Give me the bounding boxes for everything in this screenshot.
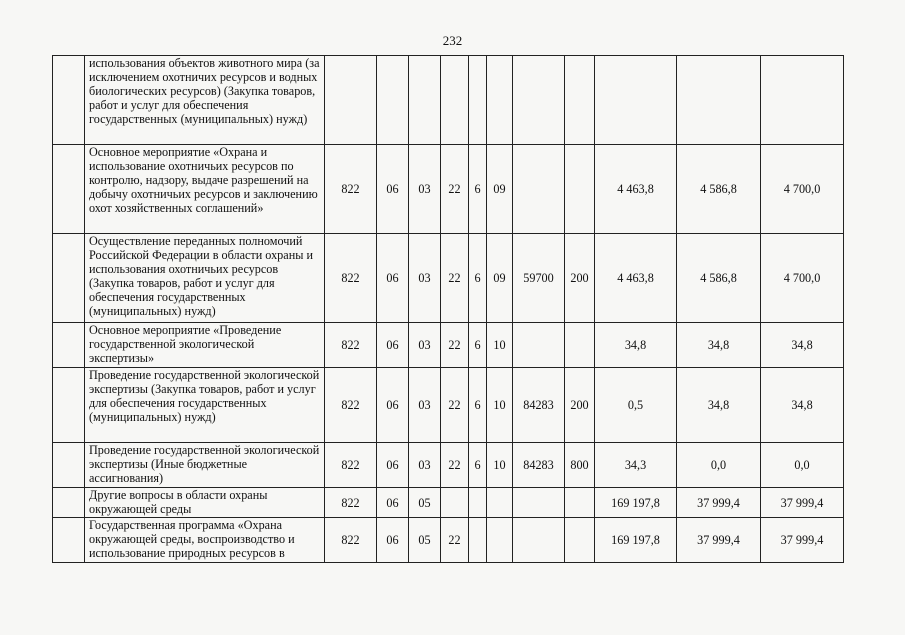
table-row bbox=[53, 145, 844, 234]
direction-code bbox=[513, 488, 565, 518]
row-name: Осуществление переданных полномочий Российской Федерации в области охраны и использования охотничьих ресурсов (Закупка товаров, работ и услуг для обеспечения государственных (муниципальных) нужд) bbox=[85, 234, 325, 323]
amount-year-2: 37 999,4 bbox=[677, 518, 761, 563]
ministry-code: 822 bbox=[325, 234, 377, 323]
subsection-code: 05 bbox=[409, 488, 441, 518]
subsection-code: 03 bbox=[409, 234, 441, 323]
amount-year-3: 4 700,0 bbox=[761, 234, 844, 323]
row-name: Основное мероприятие «Проведение государственной экологической экспертизы» bbox=[85, 323, 325, 368]
event-code bbox=[487, 518, 513, 563]
amount-year-2: 37 999,4 bbox=[677, 488, 761, 518]
row-name: использования объектов животного мира (за исключением охотничих ресурсов и водных биологических ресурсов) (Закупка товаров, работ и услуг для обеспечения государственных (муниципальных) нужд) bbox=[85, 56, 325, 145]
expense-type-code bbox=[565, 323, 595, 368]
program-code: 22 bbox=[441, 443, 469, 488]
amount-year-1: 169 197,8 bbox=[595, 488, 677, 518]
amount-year-2 bbox=[677, 56, 761, 145]
row-index-cell bbox=[53, 443, 85, 488]
row-index-cell bbox=[53, 518, 85, 563]
ministry-code: 822 bbox=[325, 323, 377, 368]
expense-type-code bbox=[565, 518, 595, 563]
direction-code: 84283 bbox=[513, 443, 565, 488]
subsection-code: 03 bbox=[409, 145, 441, 234]
section-code: 06 bbox=[377, 368, 409, 443]
amount-year-1: 0,5 bbox=[595, 368, 677, 443]
row-index-cell bbox=[53, 145, 85, 234]
event-code: 10 bbox=[487, 323, 513, 368]
event-code: 10 bbox=[487, 368, 513, 443]
section-code: 06 bbox=[377, 234, 409, 323]
expense-type-code: 800 bbox=[565, 443, 595, 488]
row-index-cell bbox=[53, 56, 85, 145]
amount-year-3: 34,8 bbox=[761, 323, 844, 368]
table-row bbox=[53, 368, 844, 443]
subprogram-code: 6 bbox=[469, 368, 487, 443]
amount-year-1: 34,3 bbox=[595, 443, 677, 488]
ministry-code: 822 bbox=[325, 145, 377, 234]
program-code: 22 bbox=[441, 323, 469, 368]
subsection-code bbox=[409, 56, 441, 145]
subprogram-code bbox=[469, 56, 487, 145]
expense-type-code: 200 bbox=[565, 234, 595, 323]
program-code: 22 bbox=[441, 145, 469, 234]
amount-year-2: 34,8 bbox=[677, 323, 761, 368]
row-name: Проведение государственной экологической экспертизы (Иные бюджетные ассигнования) bbox=[85, 443, 325, 488]
direction-code: 59700 bbox=[513, 234, 565, 323]
row-index-cell bbox=[53, 488, 85, 518]
section-code: 06 bbox=[377, 443, 409, 488]
program-code: 22 bbox=[441, 234, 469, 323]
subsection-code: 05 bbox=[409, 518, 441, 563]
page-number: 232 bbox=[442, 33, 463, 48]
table-row bbox=[53, 518, 844, 563]
amount-year-2: 0,0 bbox=[677, 443, 761, 488]
ministry-code: 822 bbox=[325, 443, 377, 488]
program-code: 22 bbox=[441, 518, 469, 563]
amount-year-2: 4 586,8 bbox=[677, 234, 761, 323]
subprogram-code: 6 bbox=[469, 145, 487, 234]
section-code bbox=[377, 56, 409, 145]
amount-year-3: 0,0 bbox=[761, 443, 844, 488]
row-name: Другие вопросы в области охраны окружающей среды bbox=[85, 488, 325, 518]
direction-code bbox=[513, 518, 565, 563]
subsection-code: 03 bbox=[409, 443, 441, 488]
table-row bbox=[53, 323, 844, 368]
event-code bbox=[487, 488, 513, 518]
event-code: 10 bbox=[487, 443, 513, 488]
amount-year-1 bbox=[595, 56, 677, 145]
amount-year-3 bbox=[761, 56, 844, 145]
amount-year-1: 34,8 bbox=[595, 323, 677, 368]
amount-year-1: 4 463,8 bbox=[595, 145, 677, 234]
amount-year-3: 34,8 bbox=[761, 368, 844, 443]
row-name: Проведение государственной экологической экспертизы (Закупка товаров, работ и услуг для обеспечения государственных (муниципальных) нужд) bbox=[85, 368, 325, 443]
section-code: 06 bbox=[377, 323, 409, 368]
event-code: 09 bbox=[487, 145, 513, 234]
amount-year-2: 4 586,8 bbox=[677, 145, 761, 234]
expense-type-code: 200 bbox=[565, 368, 595, 443]
expense-type-code bbox=[565, 145, 595, 234]
direction-code bbox=[513, 56, 565, 145]
subsection-code: 03 bbox=[409, 323, 441, 368]
row-index-cell bbox=[53, 368, 85, 443]
row-name: Государственная программа «Охрана окружающей среды, воспроизводство и использование природных ресурсов в bbox=[85, 518, 325, 563]
program-code bbox=[441, 488, 469, 518]
table-row bbox=[53, 234, 844, 323]
table-row bbox=[53, 56, 844, 145]
subprogram-code: 6 bbox=[469, 443, 487, 488]
direction-code: 84283 bbox=[513, 368, 565, 443]
event-code: 09 bbox=[487, 234, 513, 323]
amount-year-2: 34,8 bbox=[677, 368, 761, 443]
amount-year-3: 37 999,4 bbox=[761, 488, 844, 518]
subprogram-code: 6 bbox=[469, 234, 487, 323]
table-row bbox=[53, 443, 844, 488]
amount-year-1: 4 463,8 bbox=[595, 234, 677, 323]
row-index-cell bbox=[53, 323, 85, 368]
section-code: 06 bbox=[377, 488, 409, 518]
ministry-code: 822 bbox=[325, 488, 377, 518]
budget-table bbox=[52, 55, 844, 563]
section-code: 06 bbox=[377, 518, 409, 563]
ministry-code: 822 bbox=[325, 368, 377, 443]
row-index-cell bbox=[53, 234, 85, 323]
section-code: 06 bbox=[377, 145, 409, 234]
amount-year-1: 169 197,8 bbox=[595, 518, 677, 563]
subsection-code: 03 bbox=[409, 368, 441, 443]
table-row bbox=[53, 488, 844, 518]
expense-type-code bbox=[565, 56, 595, 145]
direction-code bbox=[513, 323, 565, 368]
row-name: Основное мероприятие «Охрана и использование охотничьих ресурсов по контролю, надзору, выдаче разрешений на добычу охотничьих ресурсов и заключению охот хозяйственных соглашений» bbox=[85, 145, 325, 234]
subprogram-code: 6 bbox=[469, 323, 487, 368]
amount-year-3: 4 700,0 bbox=[761, 145, 844, 234]
ministry-code: 822 bbox=[325, 518, 377, 563]
direction-code bbox=[513, 145, 565, 234]
event-code bbox=[487, 56, 513, 145]
amount-year-3: 37 999,4 bbox=[761, 518, 844, 563]
subprogram-code bbox=[469, 518, 487, 563]
program-code bbox=[441, 56, 469, 145]
expense-type-code bbox=[565, 488, 595, 518]
subprogram-code bbox=[469, 488, 487, 518]
ministry-code bbox=[325, 56, 377, 145]
program-code: 22 bbox=[441, 368, 469, 443]
